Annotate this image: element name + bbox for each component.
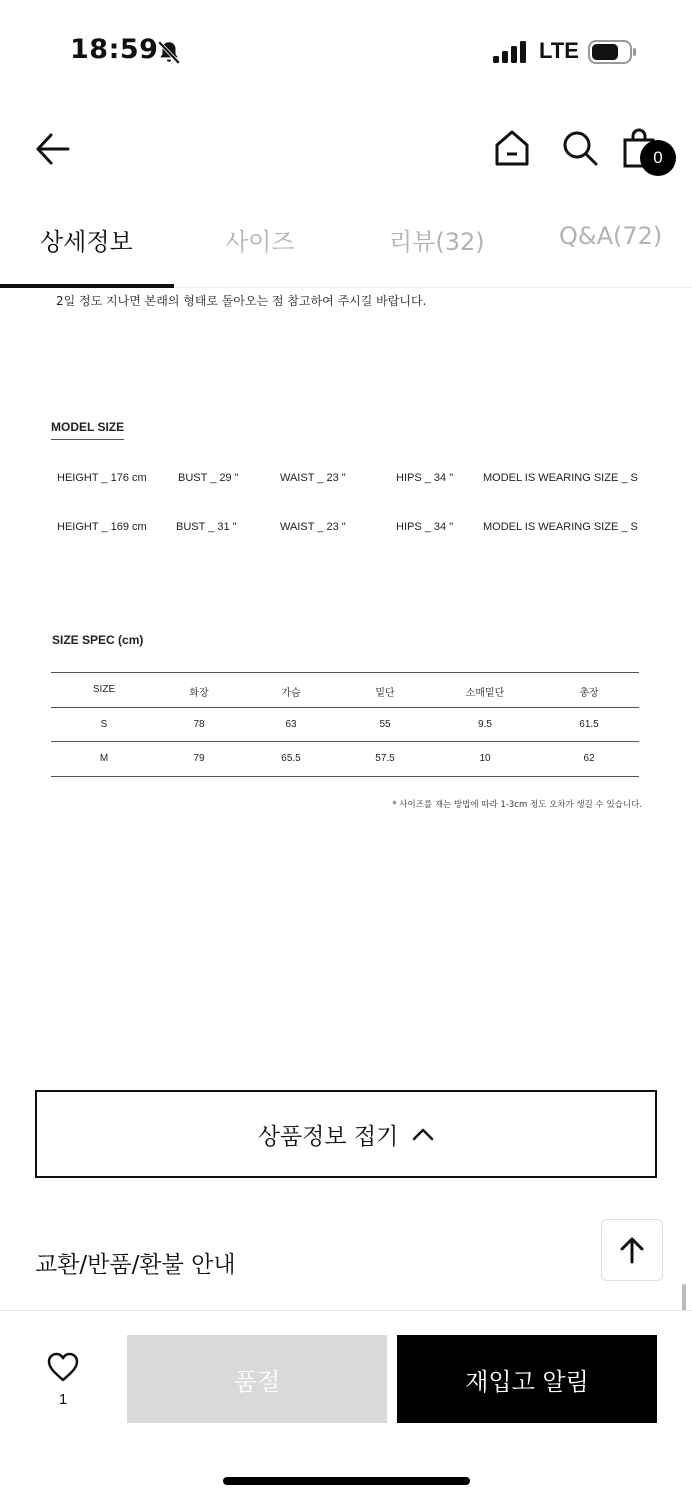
home-icon[interactable]	[492, 128, 532, 168]
tab-size[interactable]: 사이즈	[225, 228, 295, 256]
bottom-action-bar	[0, 1310, 692, 1500]
care-notice-text: 2일 정도 지나면 본래의 형태로 돌아오는 점 참고하여 주시길 바랍니다.	[56, 294, 427, 308]
battery-icon	[588, 40, 638, 64]
table-cell: 65.5	[281, 753, 301, 764]
model-size-row	[0, 472, 692, 492]
model-bust: BUST _ 29 "	[178, 472, 239, 484]
top-nav-bar	[0, 118, 692, 182]
model-height: HEIGHT _ 176 cm	[57, 472, 147, 484]
signal-icon	[492, 40, 528, 64]
product-tabs	[0, 210, 692, 288]
table-header-cell: 소매밑단	[465, 688, 505, 699]
model-waist: WAIST _ 23 "	[280, 472, 346, 484]
model-wearing-size: MODEL IS WEARING SIZE _ S	[483, 472, 638, 484]
size-spec-title: SIZE SPEC (cm)	[52, 633, 144, 647]
home-indicator	[223, 1477, 470, 1485]
table-cell: M	[99, 753, 109, 764]
table-cell: 78	[193, 718, 205, 730]
table-row	[51, 742, 639, 777]
table-cell: 79	[193, 753, 205, 764]
sold-out-button[interactable]: 품절	[127, 1335, 387, 1423]
table-cell: 9.5	[478, 718, 492, 730]
table-cell: 55	[379, 718, 391, 730]
active-tab-indicator	[0, 284, 174, 288]
table-cell: S	[100, 718, 108, 730]
cart-count-badge: 0	[640, 140, 676, 176]
search-icon[interactable]	[560, 128, 600, 168]
model-wearing-size: MODEL IS WEARING SIZE _ S	[483, 521, 638, 533]
table-header-row	[51, 673, 639, 708]
model-hips: HIPS _ 34 "	[396, 521, 454, 533]
table-row	[51, 708, 639, 743]
tab-detail[interactable]: 상세정보	[40, 228, 133, 256]
model-size-row	[0, 521, 692, 541]
network-label: LTE	[539, 38, 579, 63]
model-hips: HIPS _ 34 "	[396, 472, 454, 484]
tab-qna[interactable]: Q&A(72)	[559, 222, 663, 250]
table-header-cell: 밑단	[375, 688, 395, 699]
size-measurement-note: * 사이즈를 재는 방법에 따라 1-3cm 정도 오차가 생길 수 있습니다.	[392, 800, 642, 810]
table-header-cell: 화장	[189, 688, 209, 699]
back-arrow-icon[interactable]	[34, 130, 72, 168]
arrow-up-icon	[619, 1236, 645, 1264]
wishlist-count: 1	[58, 1391, 68, 1408]
table-cell: 10	[479, 753, 491, 764]
table-header-cell: 총장	[579, 688, 599, 699]
status-bar	[0, 0, 692, 100]
collapse-product-info-button[interactable]	[35, 1090, 657, 1178]
collapse-button-label: 상품정보 접기	[257, 1123, 399, 1150]
exchange-return-info-link[interactable]: 교환/반품/환불 안내	[35, 1252, 236, 1278]
wishlist-button[interactable]	[40, 1351, 86, 1415]
table-header-cell: SIZE	[92, 684, 116, 695]
table-cell: 63	[285, 718, 297, 730]
model-size-title: MODEL SIZE	[51, 420, 124, 440]
table-cell: 62	[583, 753, 595, 764]
heart-icon	[46, 1351, 80, 1383]
scroll-to-top-button[interactable]	[601, 1219, 663, 1281]
model-height: HEIGHT _ 169 cm	[57, 521, 147, 533]
bell-slash-icon	[156, 39, 182, 65]
table-cell: 57.5	[375, 753, 395, 764]
model-bust: BUST _ 31 "	[176, 521, 237, 533]
size-spec-table	[51, 672, 639, 777]
model-waist: WAIST _ 23 "	[280, 521, 346, 533]
table-cell: 61.5	[579, 718, 599, 730]
chevron-up-icon	[412, 1127, 434, 1141]
tab-review[interactable]: 리뷰(32)	[389, 228, 485, 256]
table-header-cell: 가슴	[281, 688, 301, 699]
status-time: 18:59	[70, 34, 159, 65]
restock-alert-button[interactable]: 재입고 알림	[397, 1335, 657, 1423]
